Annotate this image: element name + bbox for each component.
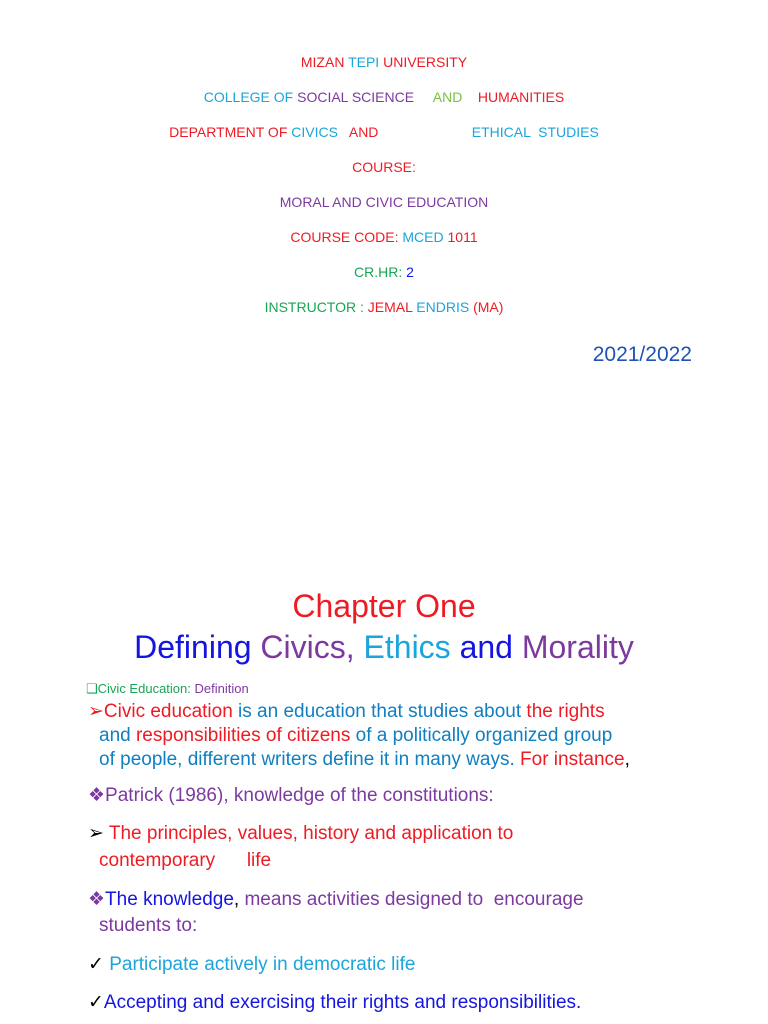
department-line (0, 123, 768, 141)
checkmark-icon: ✓ (88, 992, 104, 1013)
point-principles-text-1: The principles, values, history and application to (108, 823, 514, 844)
chapter-subtitle (0, 628, 768, 666)
point-knowledge-text: means activities designed to encourage (244, 889, 584, 910)
course-code-prefix: MCED (402, 229, 444, 245)
subtitle-word-ethics: Ethics (363, 629, 451, 665)
point-patrick-text: Patrick (1986), knowledge of the constitutions: (105, 785, 494, 806)
point-knowledge-text-2: students to: (99, 915, 198, 936)
college-humanities: HUMANITIES (477, 89, 565, 105)
course-code-line (0, 228, 768, 246)
credit-value: 2 (406, 264, 414, 280)
course-code-number: 1011 (447, 229, 478, 245)
course-code-label: COURSE CODE: (290, 229, 399, 245)
credit-label: CR.HR: (354, 264, 403, 280)
definition-line-2 (99, 724, 612, 748)
section-heading (86, 680, 249, 697)
academic-year: 2021/2022 (592, 343, 692, 366)
definition-for-instance: For instance (520, 749, 625, 770)
department-and: AND (348, 124, 379, 140)
arrow-bullet-icon: ➢ (88, 701, 104, 722)
chapter-title: Chapter One (292, 588, 476, 624)
department-studies: STUDIES (538, 124, 599, 140)
definition-text-3: of people, different writers define it in many ways. (99, 749, 515, 770)
college-line (0, 88, 768, 106)
subtitle-word-civics: Civics, (260, 629, 355, 665)
point-knowledge-comma: , (233, 889, 240, 910)
college-name: SOCIAL SCIENCE (297, 89, 415, 105)
definition-term: Civic education (103, 701, 233, 722)
definition-highlight-responsibilities: responsibilities of citizens (135, 725, 351, 746)
college-and: AND (432, 89, 463, 105)
arrow-bullet-icon: ➢ (88, 823, 104, 844)
point-principles-line-1 (88, 822, 513, 846)
section-heading-text: Definition (194, 681, 249, 696)
instructor-label: INSTRUCTOR : (264, 299, 364, 315)
definition-text-2: of a politically organized group (355, 725, 613, 746)
definition-highlight-rights: the rights (526, 701, 605, 722)
point-participate (88, 953, 415, 977)
department-prefix: DEPARTMENT OF (169, 124, 288, 140)
subtitle-word-morality: Morality (521, 629, 634, 665)
definition-line-1 (88, 700, 605, 724)
department-civics: CIVICS (291, 124, 338, 140)
point-accepting (88, 991, 581, 1015)
point-knowledge-line-1 (88, 888, 584, 912)
definition-comma: , (624, 749, 630, 770)
point-participate-text: Participate actively in democratic life (109, 954, 416, 975)
college-prefix: COLLEGE OF (203, 89, 294, 105)
point-knowledge-term: The knowledge (105, 889, 234, 910)
instructor-degree: (MA) (473, 299, 504, 315)
university-word-3: UNIVERSITY (383, 54, 468, 70)
checkmark-icon: ✓ (88, 954, 104, 975)
square-bullet-icon: ❑ (86, 681, 98, 696)
section-heading-label: Civic Education: (97, 681, 191, 696)
point-principles-text-2: contemporary life (99, 850, 272, 871)
credit-line (0, 263, 768, 281)
diamond-bullet-icon: ❖ (88, 889, 106, 910)
university-word-2: TEPI (348, 54, 380, 70)
course-label-line (0, 158, 768, 176)
course-name-line (0, 193, 768, 211)
point-patrick (88, 784, 494, 808)
diamond-bullet-icon: ❖ (88, 785, 106, 806)
definition-and: and (99, 725, 131, 746)
instructor-last-name: ENDRIS (416, 299, 470, 315)
subtitle-word-and: and (459, 629, 513, 665)
department-ethical: ETHICAL (471, 124, 531, 140)
subtitle-word-defining: Defining (134, 629, 252, 665)
course-name: MORAL AND CIVIC EDUCATION (279, 194, 489, 210)
definition-line-3 (99, 748, 630, 772)
instructor-first-name: JEMAL (367, 299, 413, 315)
university-line (0, 53, 768, 71)
definition-text-1: is an education that studies about (238, 701, 522, 722)
point-principles-line-2 (99, 849, 271, 873)
instructor-line (0, 298, 768, 316)
point-accepting-text: Accepting and exercising their rights and responsibilities. (103, 992, 582, 1013)
point-knowledge-line-2 (99, 914, 197, 938)
course-label: COURSE: (352, 159, 416, 175)
university-word-1: MIZAN (300, 54, 345, 70)
